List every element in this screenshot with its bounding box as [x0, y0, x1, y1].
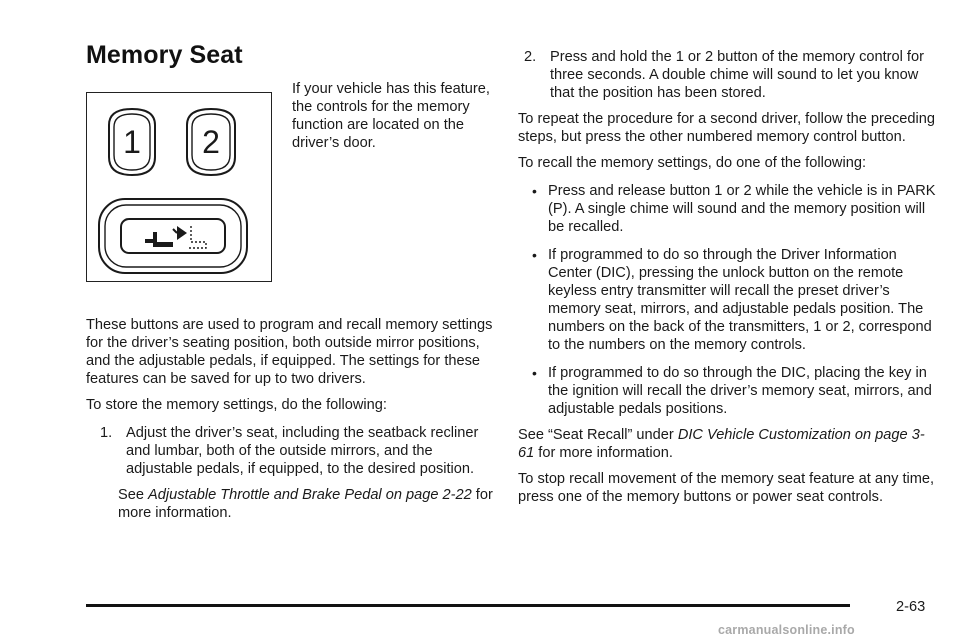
paragraph-store-intro: To store the memory settings, do the following:: [86, 397, 387, 413]
step-2-number: 2.: [524, 49, 537, 65]
step-2: [518, 48, 936, 102]
button-2-label: 2: [202, 124, 220, 160]
right-column: [518, 48, 936, 506]
memory-buttons-diagram: [87, 93, 270, 280]
memory-seat-exit-icon: [99, 199, 247, 273]
bullet-icon: •: [532, 365, 537, 381]
bullet-item-3: [518, 364, 936, 418]
page-number: 2-63: [896, 599, 926, 615]
paragraph-recall-intro: To recall the memory settings, do one of the following:: [518, 155, 866, 171]
step-1-text: Adjust the driver’s seat, including the seatback recliner and lumbar, both of the outside mirrors, and the adjustable pedals, if equipped, to the desired position.: [126, 425, 479, 477]
see-2-suffix: for more information.: [534, 445, 673, 461]
see-1-link[interactable]: Adjustable Throttle and Brake Pedal on page 2-22: [148, 487, 472, 503]
bullet-icon: •: [532, 247, 537, 263]
button-1-label: 1: [123, 124, 141, 160]
paragraph-stop-recall: To stop recall movement of the memory seat feature at any time, press one of the memory buttons or power seat controls.: [518, 471, 935, 505]
paragraph-repeat: To repeat the procedure for a second driver, follow the preceding steps, but press the other numbered memory control button.: [518, 111, 935, 145]
footer-rule: [86, 604, 850, 607]
see-1-prefix: See: [118, 487, 144, 503]
see-reference-2: [518, 426, 936, 462]
bullet-1-text: Press and release button 1 or 2 while the vehicle is in PARK (P). A single chime will sound and the memory position will be recalled.: [548, 183, 936, 235]
memory-control-illustration: [86, 92, 272, 282]
step-2-text: Press and hold the 1 or 2 button of the memory control for three seconds. A double chime will sound to let you know that the position has been stored.: [550, 49, 924, 101]
watermark: carmanualsonline.info: [718, 623, 855, 637]
intro-paragraph: If your vehicle has this feature, the controls for the memory function are located on the driver’s door.: [292, 81, 490, 151]
memory-button-2: [187, 109, 235, 175]
memory-button-1: [109, 109, 155, 175]
see-2-prefix: See “Seat Recall” under: [518, 427, 678, 443]
figure-row: [86, 80, 496, 316]
bullet-2-text: If programmed to do so through the Driver Information Center (DIC), pressing the unlock button on the remote keyless entry transmitter will recall the preset driver’s memory seat, mirrors, and adjustable pedals position. The numbers on the back of the transmitters, 1 or 2, correspond to the numbers on the memory controls.: [548, 247, 932, 353]
bullet-item-2: [518, 246, 936, 354]
bullet-3-text: If programmed to do so through the DIC, placing the key in the ignition will recall the driver’s memory seat, mirrors, and adjustable pedals positions.: [548, 365, 932, 417]
see-reference-1: [86, 486, 496, 522]
section-title: Memory Seat: [86, 41, 243, 69]
paragraph-purpose: These buttons are used to program and recall memory settings for the driver’s seating position, both outside mirror positions, and the adjustable pedals, if equipped. The settings for these features can be saved for up to two drivers.: [86, 317, 493, 387]
see-1-suffix: for more information.: [118, 487, 493, 521]
bullet-item-1: [518, 182, 936, 236]
left-column: [86, 40, 496, 522]
see-2-link[interactable]: DIC Vehicle Customization on page 3-61: [518, 427, 925, 461]
bullet-icon: •: [532, 183, 537, 199]
step-1-number: 1.: [100, 425, 113, 441]
step-1: [86, 424, 496, 478]
